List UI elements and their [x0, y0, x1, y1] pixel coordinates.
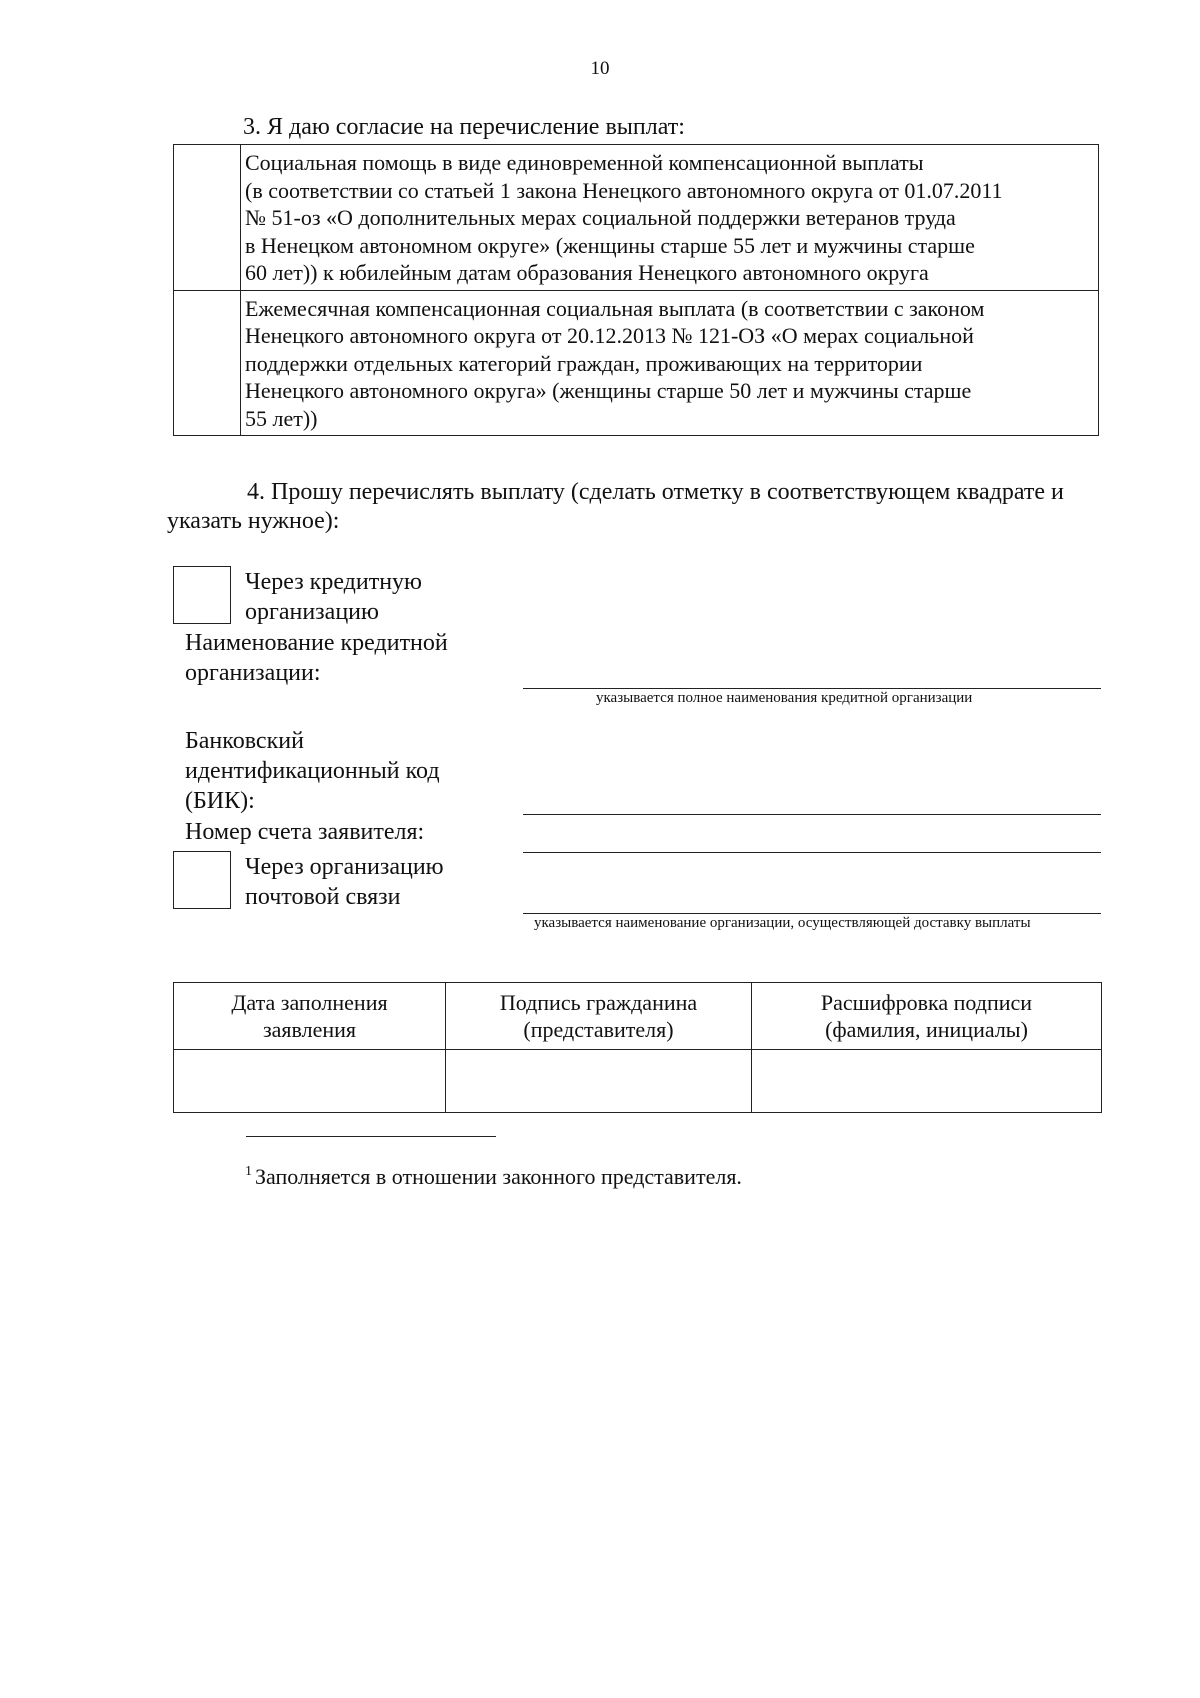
payment-row-lump-sum — [174, 145, 1099, 291]
account-field[interactable] — [523, 852, 1101, 853]
signature-column-header — [446, 983, 752, 1050]
postal-organization-field[interactable] — [523, 913, 1101, 914]
bik-label — [185, 726, 440, 816]
option-label-line: Через кредитную — [245, 569, 422, 595]
footnote-marker: 1 — [245, 1164, 252, 1179]
payment-text-line: Ненецкого автономного округа» (женщины старше 50 лет и мужчины старше — [245, 378, 972, 403]
header-line: заявления — [262, 1017, 357, 1042]
label-line: Банковский — [185, 728, 304, 754]
date-column-header — [174, 983, 446, 1050]
payments-table — [173, 144, 1099, 436]
header-line: (представителя) — [523, 1017, 674, 1042]
payment-text-line: Социальная помощь в виде единовременной компенсационной выплаты — [245, 150, 924, 175]
payment-text-line: Ненецкого автономного округа от 20.12.2013 № 121-ОЗ «О мерах социальной — [245, 323, 974, 348]
account-label: Номер счета заявителя: — [185, 819, 425, 845]
payment-checkbox-monthly[interactable] — [174, 290, 241, 436]
signature-decoding-column-header — [752, 983, 1102, 1050]
header-line: Подпись гражданина — [499, 990, 698, 1015]
payment-row-monthly — [174, 290, 1099, 436]
credit-organization-option-label — [245, 567, 422, 627]
label-line: организации: — [185, 660, 321, 686]
payment-text-line: поддержки отдельных категорий граждан, проживающих на территории — [245, 350, 923, 376]
payment-text-line: 55 лет)) — [245, 405, 318, 431]
postal-organization-checkbox[interactable] — [173, 851, 231, 909]
payment-text-line: 60 лет)) к юбилейным датам образования Ненецкого автономного округа — [245, 260, 929, 285]
option-label-line: Через организацию — [245, 854, 444, 880]
credit-name-hint: указывается полное наименования кредитной организации — [596, 690, 973, 706]
page-number: 10 — [590, 58, 610, 79]
footnote-divider — [246, 1136, 496, 1137]
header-line: (фамилия, инициалы) — [825, 1017, 1028, 1042]
header-line: Дата заполнения — [231, 990, 388, 1015]
footnote-text: Заполняется в отношении законного представителя. — [255, 1164, 742, 1189]
signature-table-header — [174, 983, 1102, 1050]
payment-description-lump-sum — [241, 145, 1099, 291]
bik-field[interactable] — [523, 814, 1101, 815]
credit-name-label — [185, 628, 448, 688]
payment-text-line: в Ненецком автономном округе» (женщины старше 55 лет и мужчины старше — [245, 232, 975, 258]
signature-table — [173, 982, 1102, 1113]
payment-text-line: № 51-оз «О дополнительных мерах социальной поддержки ветеранов труда — [245, 205, 956, 230]
header-line: Расшифровка подписи — [820, 990, 1033, 1015]
label-line: (БИК): — [185, 788, 255, 814]
credit-organization-checkbox[interactable] — [173, 566, 231, 624]
payment-description-monthly — [241, 290, 1099, 436]
postal-organization-hint: указывается наименование организации, осуществляющей доставку выплаты — [534, 915, 1031, 931]
credit-name-field[interactable] — [523, 688, 1101, 689]
signature-decoding-cell[interactable] — [752, 1050, 1102, 1113]
signature-cell[interactable] — [446, 1050, 752, 1113]
footnote — [245, 1164, 742, 1190]
option-label-line: почтовой связи — [245, 884, 401, 910]
signature-table-row — [174, 1050, 1102, 1113]
label-line: Наименование кредитной — [185, 630, 448, 656]
label-line: идентификационный код — [185, 758, 440, 784]
postal-organization-option-label — [245, 852, 444, 912]
section-4-text: 4. Прошу перечислять выплату (сделать отметку в соответствующем квадрате и указать нужное): — [167, 479, 1064, 534]
payment-text-line: (в соответствии со статьей 1 закона Ненецкого автономного округа от 01.07.2011 — [245, 177, 1003, 203]
section-3-title: 3. Я даю согласие на перечисление выплат: — [243, 114, 685, 140]
payment-checkbox-lump-sum[interactable] — [174, 145, 241, 291]
date-cell[interactable] — [174, 1050, 446, 1113]
option-label-line: организацию — [245, 599, 379, 625]
payment-text-line: Ежемесячная компенсационная социальная выплата (в соответствии с законом — [245, 295, 985, 321]
